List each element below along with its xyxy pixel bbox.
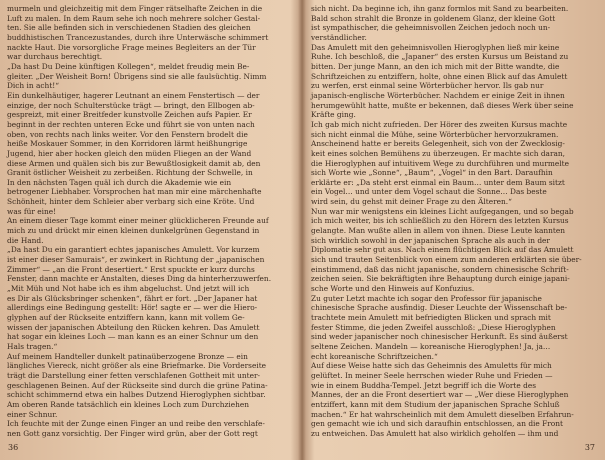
text-line: Zimmer“ — „an die Front desertiert.“ Erst spuckte er kurz durchs (7, 264, 255, 274)
text-line: Bald schon strahlt die Bronze in goldenem Glanz, der kleine Gott (311, 13, 556, 23)
right-page (304, 0, 605, 460)
text-line: zeichen seien. Sie bekräftigten ihre Behauptung durch einige japani- (311, 274, 570, 284)
page-number-left: 36 (8, 443, 19, 452)
text-line: nackte Haut. Die vorsorgliche Frage meines Begleiters an der Tür (7, 42, 256, 52)
text-line: sich wirklich sowohl in der japanischen Sprache als auch in der (311, 235, 550, 245)
text-line: Am oberen Rande tatsächlich ein kleines Loch zum Durchziehen (7, 399, 250, 409)
text-line: einstimmend, daß das nicht japanische, sondern chinesische Schrift- (311, 264, 569, 274)
text-line: zu entweichen. Das Amulett hat also wirklich geholfen — ihm und (311, 428, 559, 438)
text-line: nen Gott ganz vorsichtig. Der Finger wird grün, aber der Gott regt (7, 428, 258, 438)
text-line: buddhistischen Trancezustandes, durch ihre Unterwäsche schimmert (7, 32, 269, 42)
text-line: Das Amulett mit den geheimnisvollen Hieroglyphen ließ mir keine (311, 42, 560, 52)
text-line: Nun war mir wenigstens ein kleines Licht aufgegangen, und so begab (311, 206, 574, 216)
text-line: An einem dieser Tage kommt einer meiner glücklicheren Freunde auf (7, 216, 269, 226)
text-line: Ein dunkelhäutiger, hagerer Leutnant an einem Fenstertisch — der (7, 90, 260, 100)
text-line: Fenster, dann machte er Anstalten, dieses Ding da hinterherzuwerfen. (7, 274, 272, 284)
text-line: trägt die Darstellung einer fetten verschlafenen Gottheit mit unter- (7, 370, 260, 380)
text-line: sich Worte wie „Sonne“, „Baum“, „Vogel“ in den Bart. Daraufhin (311, 168, 553, 178)
text-line: Jugend, hier aber hocken gleich den müden Fliegen an der Wand (7, 148, 252, 158)
text-line: Schönheit, hinter dem Schleier aber verbarg sich eine Kröte. Und (7, 197, 255, 207)
text-line: seltene Zeichen. Mandeln — koreanische Hieroglyphen! Ja, ja… (311, 341, 551, 351)
left-page (0, 0, 300, 460)
text-line: bitten. Der junge Mann, an den ich mich mit der Bitte wandte, die (311, 61, 560, 71)
text-line: ist sympathischer, die geheimnisvollen Zeichen jedoch noch un- (311, 23, 551, 33)
text-line: keit eines solchen Bemühens zu überzeugen. Er machte sich daran, (311, 148, 566, 158)
text-line: murmeln und gleichzeitig mit dem Finger rätselhafte Zeichen in die (7, 4, 263, 13)
text-line: geschlagenen Beinen. Auf der Rückseite sind durch die grüne Patina- (7, 380, 268, 390)
left-page-text (7, 4, 292, 438)
text-line: sich nicht einmal die Mühe, seine Wörterbücher hervorzukramen. (311, 129, 559, 139)
text-line: Ich feuchte mit der Zunge einen Finger an und reibe den verschlafe- (7, 419, 265, 429)
text-line: einer Schnur. (7, 409, 58, 419)
text-line: allerdings eine Bedingung gestellt: Hör! sagte er — wer die Hiero- (7, 303, 258, 313)
text-line: „Da hast Du ein garantiert echtes japanisches Amulett. Vor kurzem (7, 245, 260, 255)
text-line: mich zu und drückt mir einen kleinen dunkelgrünen Gegenstand in (7, 226, 260, 236)
text-line: „Mit Müh und Not habe ich es ihm abgeluchst. Und jetzt will ich (7, 284, 250, 294)
text-line: „Da hast Du Deine künftigen Kollegen“, meldet freudig mein Be- (7, 61, 250, 71)
text-line: es Dir als Glücksbringer schenken“, fährt er fort. „Der Japaner hat (7, 293, 258, 303)
text-line: ist einer dieser Samurais“, er zwinkert in Richtung der „japanischen (7, 255, 265, 265)
text-line: chinesische Sprache ausfindig. Dieser Leuchte der Wissenschaft be- (311, 303, 568, 313)
text-line: wissen der japanischen Abteilung den Rücken kehren. Das Amulett (7, 322, 260, 332)
text-line: In den nächsten Tagen quäl ich durch die Akademie wie ein (7, 177, 232, 187)
page-number-right: 37 (584, 443, 595, 452)
text-line: hat sogar ein kleines Loch — man kann es an einer Schnur um den (7, 332, 259, 342)
text-line: echt koreanische Schriftzeichen.“ (311, 351, 438, 361)
text-line: Schriftzeichen zu entziffern, holte, ohne einen Blick auf das Amulett (311, 71, 568, 81)
text-line: machen.“ Er hat wahrscheinlich mit dem Amulett dieselben Erfahrun- (311, 409, 574, 419)
text-line: herumgewühlt hatte, mußte er bekennen, daß dieses Werk über seine (311, 100, 574, 110)
right-page-text (311, 4, 598, 438)
text-line: erklärte er: „Da steht erst einmal ein Baum… unter dem Baum sitzt (311, 177, 565, 187)
text-line: sich nicht. Da beginne ich, ihn ganz formlos mit Sand zu bearbeiten. (311, 4, 569, 13)
text-line: was für eine! (7, 206, 57, 216)
text-line: gespreizt, mit einer Breitfeder kunstvolle Zeichen aufs Papier. Er (7, 110, 252, 120)
text-line: Auf meinem Handteller dunkelt patinaüberzogene Bronze — ein (7, 351, 248, 361)
text-line: Auf diese Weise hatte sich das Geheimnis des Amuletts für mich (311, 361, 552, 371)
text-line: japanisch-englische Wörterbücher. Nachdem er einige Zeit in ihnen (311, 90, 565, 100)
text-line: ich mich weiter, bis ich schließlich zu den Hörern des letzten Kursus (311, 216, 569, 226)
text-line: Dich in acht!“ (7, 81, 60, 91)
text-line: wie in einem Buddha-Tempel. Jetzt begriff ich die Worte des (311, 380, 537, 390)
text-line: Hals tragen.“ (7, 341, 58, 351)
text-line: sche Worte und den Hinweis auf Konfuzius. (311, 284, 475, 294)
text-line: Luft zu malen. In dem Raum sehe ich noch mehrere solcher Gestal- (7, 13, 261, 23)
text-line: Zu guter Letzt machte ich sogar den Professor für japanische (311, 293, 542, 303)
text-line: gleiter. „Der Weisheit Born! Übrigens sind sie alle faulsüchtig. Nimm (7, 71, 267, 81)
text-line: wird sein, du gehst mit deiner Frage zu den Älteren.“ (311, 197, 512, 207)
text-line: ein Vogel… und unter dem Vogel schaut die Sonne… Das beste (311, 187, 547, 197)
text-line: die Hand. (7, 235, 44, 245)
text-line: Ich gab mich nicht zufrieden. Der Hörer des zweiten Kursus machte (311, 119, 568, 129)
text-line: Mannes, der an die Front desertiert war — „Wer diese Hieroglyphen (311, 390, 569, 400)
text-line: glyphen auf der Rückseite entziffern kann, kann mit vollem Ge- (7, 313, 245, 322)
text-line: heiße Moskauer Sommer, in den Korridoren lärmt heißhungrige (7, 139, 248, 149)
text-line: diese Armen und quälen sich bis zur Bewußtlosigkeit damit ab, den (7, 158, 261, 168)
text-line: Diplomatie sehr gut aus. Nach einem flüchtigen Blick auf das Amulett (311, 245, 574, 255)
text-line: sich und trauten Seitenblick von einem zum anderen erklärten sie über- (311, 255, 582, 265)
text-line: fester Stimme, die jeden Zweifel ausschloß: „Diese Hieroglyphen (311, 322, 556, 332)
text-line: schicht schimmernd etwa ein halbes Dutzend Hieroglyphen sichtbar. (7, 390, 266, 400)
text-line: einzige, der noch Schulterstücke trägt — bringt, den Ellbogen ab- (7, 100, 255, 110)
text-line: die Hieroglyphen auf intuitivem Wege zu durchführen und murmelte (311, 158, 569, 168)
text-line: Granit östlicher Weisheit zu zerbeißen. Richtung der Schwelle, in (7, 168, 253, 178)
text-line: ten. Sie alle befinden sich in verschiedenen Stadien des gleichen (7, 23, 251, 33)
text-line: beginnt in der rechten unteren Ecke und führt sie von unten nach (7, 119, 255, 129)
text-line: zu werfen, erst einmal seine Wörterbücher hervor. Ils gab nur (311, 81, 544, 91)
text-line: betrogener Liebhaber. Vorsprochen hat man mir eine märchenhafte (7, 187, 262, 197)
text-line: trachtete mein Amulett mit befriedigten Blicken und sprach mit (311, 313, 551, 322)
text-line: Anscheinend hatte er bereits Gelegenheit, sich von der Zwecklosig- (311, 139, 565, 149)
text-line: gen gemacht wie ich und sich daraufhin entschlossen, an die Front (311, 419, 563, 429)
text-line: oben, von rechts nach links weiter. Vor den Fenstern brodelt die (7, 129, 248, 139)
text-line: Ruhe. Ich beschloß, die „Japaner“ des ersten Kursus um Beistand zu (311, 52, 569, 62)
text-line: längliches Viereck, nicht größer als eine Briefmarke. Die Vorderseite (7, 361, 267, 371)
text-line: entziffert, kann mit dem Studium der japanischen Sprache Schluß (311, 399, 560, 409)
text-line: Kräfte ging. (311, 110, 356, 120)
text-line: gelüftet. In meiner Seele herrschen wieder Ruhe und Frieden — (311, 370, 553, 380)
text-line: gelangte. Man wußte allen in allem von ihnen. Diese Leute kannten (311, 226, 566, 236)
text-line: sind weder japanischer noch chinesischer Herkunft. Es sind äußerst (311, 332, 568, 342)
text-line: verständlicher. (311, 32, 367, 42)
text-line: war durchaus berechtigt. (7, 52, 103, 62)
